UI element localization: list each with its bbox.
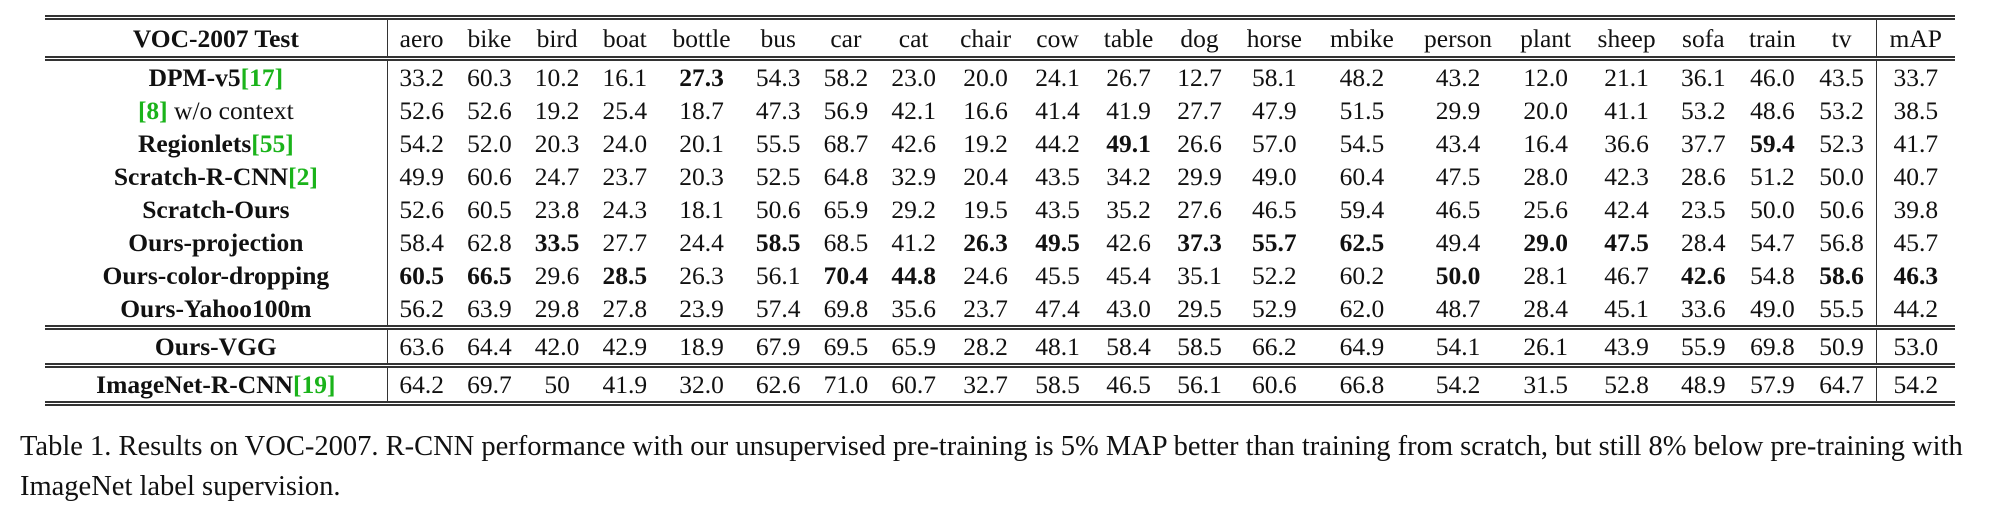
cell-sofa: 37.7: [1680, 129, 1726, 158]
cell-person: 54.1: [1409, 328, 1508, 366]
cell-tv: 64.7: [1808, 366, 1876, 404]
cell-bottle: 32.0: [659, 366, 745, 404]
results-table: [45, 15, 1955, 406]
cell-bus: 47.3: [755, 96, 801, 125]
cell-sheep: 52.8: [1584, 366, 1670, 404]
cell-map: 44.2: [1876, 292, 1955, 328]
cell-car: 69.8: [823, 294, 869, 323]
cell-chair: 24.6: [963, 261, 1008, 290]
cell-boat: 23.7: [602, 162, 648, 191]
cell-horse: 55.7: [1252, 228, 1297, 257]
cell-person: 46.5: [1435, 195, 1481, 224]
table-row: [45, 127, 1955, 160]
table-caption: Table 1. Results on VOC-2007. R-CNN performance with our unsupervised pre-training is 5% MAP better than training from scratch, but still 8% below pre-training with ImageNet label supervision.: [20, 431, 1963, 502]
cell-train: 54.8: [1750, 261, 1795, 290]
cell-boat: 42.9: [591, 328, 659, 366]
cell-bottle: 18.9: [659, 328, 745, 366]
cell-bus: 50.6: [755, 195, 801, 224]
cell-bottle: 18.1: [679, 195, 724, 224]
cell-aero: 60.5: [399, 261, 444, 290]
cell-dog: 35.1: [1177, 261, 1222, 290]
cell-mbike: 66.8: [1315, 366, 1408, 404]
cell-dog: 37.3: [1177, 228, 1222, 257]
cell-sheep: 45.1: [1604, 294, 1649, 323]
method-label: Ours-VGG: [154, 332, 277, 361]
method-name: [45, 59, 387, 95]
cell-dog: 29.5: [1177, 294, 1222, 323]
cell-bus: 55.5: [755, 129, 801, 158]
method-name: [45, 127, 387, 160]
cell-horse: 47.9: [1252, 96, 1297, 125]
cell-cow: 43.5: [1035, 162, 1080, 191]
cell-tv: 58.6: [1819, 261, 1864, 290]
cell-horse: 57.0: [1252, 129, 1297, 158]
header-boat: boat: [591, 18, 659, 59]
cell-table: 49.1: [1106, 129, 1151, 158]
method-name: [45, 160, 387, 193]
cell-chair: 26.3: [963, 228, 1008, 257]
cell-map: 45.7: [1876, 226, 1955, 259]
cell-mbike: 48.2: [1339, 63, 1385, 92]
cell-sofa: 28.4: [1680, 228, 1726, 257]
cell-bike: 60.5: [467, 195, 512, 224]
cell-person: 50.0: [1435, 261, 1481, 290]
cell-table: 26.7: [1106, 63, 1151, 92]
cell-bottle: 18.7: [679, 96, 724, 125]
cell-dog: 27.7: [1177, 96, 1222, 125]
cell-chair: 19.5: [963, 195, 1008, 224]
header-cat: cat: [880, 18, 948, 59]
cell-tv: 50.0: [1819, 162, 1864, 191]
table-header-row: [45, 18, 1955, 59]
header-chair: chair: [947, 18, 1023, 59]
cell-person: 47.5: [1435, 162, 1481, 191]
cell-bottle: 23.9: [679, 294, 724, 323]
table-row: [45, 193, 1955, 226]
cell-sofa: 53.2: [1680, 96, 1726, 125]
cell-cow: 48.1: [1024, 328, 1092, 366]
method-name: [45, 328, 387, 366]
cell-cow: 58.5: [1024, 366, 1092, 404]
cell-aero: 52.6: [399, 96, 444, 125]
cell-cow: 45.5: [1035, 261, 1080, 290]
citation-link[interactable]: [17]: [240, 63, 284, 92]
cell-cow: 47.4: [1035, 294, 1080, 323]
cell-train: 49.0: [1750, 294, 1795, 323]
cell-bike: 60.6: [467, 162, 512, 191]
cell-bird: 33.5: [534, 228, 580, 257]
cell-plant: 26.1: [1508, 328, 1584, 366]
cell-horse: 52.9: [1252, 294, 1297, 323]
cell-table: 34.2: [1106, 162, 1151, 191]
cell-aero: 64.2: [387, 366, 455, 404]
header-aero: aero: [387, 18, 455, 59]
cell-boat: 27.7: [602, 228, 648, 257]
cell-bird: 50: [523, 366, 591, 404]
cell-tv: 50.9: [1808, 328, 1876, 366]
header-map: mAP: [1876, 18, 1955, 59]
header-bus: bus: [744, 18, 812, 59]
cell-person: 54.2: [1409, 366, 1508, 404]
cell-cat: 42.1: [891, 96, 936, 125]
method-name: [45, 193, 387, 226]
header-table: table: [1091, 18, 1165, 59]
cell-train: 50.0: [1750, 195, 1795, 224]
cell-tv: 50.6: [1819, 195, 1864, 224]
cell-train: 46.0: [1750, 63, 1795, 92]
cell-person: 43.2: [1435, 63, 1481, 92]
cell-cat: 23.0: [891, 63, 936, 92]
header-bottle: bottle: [659, 18, 745, 59]
cell-bike: 66.5: [467, 261, 512, 290]
cell-plant: 28.4: [1523, 294, 1568, 323]
cell-car: 65.9: [823, 195, 869, 224]
cell-aero: 56.2: [399, 294, 444, 323]
header-sheep: sheep: [1584, 18, 1670, 59]
cell-tv: 43.5: [1819, 63, 1864, 92]
cell-mbike: 64.9: [1315, 328, 1408, 366]
cell-bike: 52.0: [467, 129, 512, 158]
cell-train: 69.8: [1737, 328, 1808, 366]
cell-train: 51.2: [1750, 162, 1795, 191]
cell-map: 54.2: [1876, 366, 1955, 404]
table-row: [45, 226, 1955, 259]
cell-boat: 24.3: [602, 195, 648, 224]
header-bike: bike: [456, 18, 524, 59]
method-name: [45, 366, 387, 404]
cell-bus: 57.4: [755, 294, 801, 323]
citation-link[interactable]: [19]: [293, 370, 336, 399]
cell-cat: 44.8: [891, 261, 936, 290]
method-name: [45, 226, 387, 259]
table-row: [45, 292, 1955, 328]
cell-person: 48.7: [1435, 294, 1481, 323]
cell-horse: 52.2: [1252, 261, 1297, 290]
cell-sheep: 21.1: [1604, 63, 1649, 92]
cell-bird: 24.7: [534, 162, 580, 191]
cell-plant: 28.1: [1523, 261, 1568, 290]
table-row: [45, 366, 1955, 404]
table-row: [45, 160, 1955, 193]
cell-bike: 64.4: [456, 328, 524, 366]
method-label: Scratch-R-CNN: [113, 162, 289, 191]
cell-train: 59.4: [1750, 129, 1795, 158]
cell-plant: 31.5: [1508, 366, 1584, 404]
cell-cow: 44.2: [1035, 129, 1080, 158]
cell-sheep: 47.5: [1604, 228, 1649, 257]
cell-car: 64.8: [823, 162, 869, 191]
cell-aero: 33.2: [399, 63, 444, 92]
cell-person: 29.9: [1435, 96, 1481, 125]
header-dog: dog: [1166, 18, 1234, 59]
cell-mbike: 62.5: [1339, 228, 1385, 257]
method-suffix: w/o context: [167, 96, 294, 125]
cell-dog: 26.6: [1177, 129, 1222, 158]
cell-dog: 56.1: [1166, 366, 1234, 404]
cell-map: 40.7: [1876, 160, 1955, 193]
cell-map: 33.7: [1876, 59, 1955, 95]
cell-map: 39.8: [1876, 193, 1955, 226]
cell-sofa: 28.6: [1680, 162, 1726, 191]
cell-tv: 55.5: [1819, 294, 1864, 323]
cell-chair: 28.2: [947, 328, 1023, 366]
cell-table: 43.0: [1106, 294, 1151, 323]
cell-car: 68.5: [823, 228, 869, 257]
cell-table: 46.5: [1091, 366, 1165, 404]
method-label: Regionlets: [137, 129, 252, 158]
cell-dog: 27.6: [1177, 195, 1222, 224]
cell-bottle: 24.4: [679, 228, 724, 257]
cell-aero: 49.9: [399, 162, 444, 191]
header-tv: tv: [1808, 18, 1876, 59]
cell-car: 68.7: [823, 129, 869, 158]
cell-chair: 19.2: [963, 129, 1008, 158]
method-label: Ours-projection: [128, 228, 304, 257]
cell-table: 45.4: [1106, 261, 1151, 290]
cell-aero: 63.6: [387, 328, 455, 366]
cell-mbike: 60.4: [1339, 162, 1385, 191]
cell-boat: 41.9: [591, 366, 659, 404]
cell-cat: 60.7: [880, 366, 948, 404]
method-label: ImageNet-R-CNN: [96, 370, 294, 399]
cell-sofa: 33.6: [1680, 294, 1726, 323]
header-sofa: sofa: [1669, 18, 1737, 59]
cell-bike: 62.8: [467, 228, 512, 257]
table-row: [45, 59, 1955, 95]
header-plant: plant: [1508, 18, 1584, 59]
cell-bird: 20.3: [534, 129, 580, 158]
method-name: [45, 292, 387, 328]
header-bird: bird: [523, 18, 591, 59]
cell-bird: 19.2: [534, 96, 580, 125]
cell-sofa: 23.5: [1680, 195, 1726, 224]
cell-dog: 12.7: [1177, 63, 1222, 92]
cell-bus: 56.1: [755, 261, 801, 290]
cell-plant: 20.0: [1523, 96, 1568, 125]
citation-link[interactable]: [55]: [251, 129, 294, 158]
cell-bird: 29.8: [534, 294, 580, 323]
cell-chair: 16.6: [963, 96, 1008, 125]
cell-dog: 58.5: [1166, 328, 1234, 366]
cell-map: 38.5: [1876, 94, 1955, 127]
cell-person: 49.4: [1435, 228, 1481, 257]
cell-cat: 32.9: [891, 162, 936, 191]
cell-car: 58.2: [823, 63, 869, 92]
cell-cat: 41.2: [891, 228, 936, 257]
cell-car: 71.0: [812, 366, 880, 404]
cell-mbike: 59.4: [1339, 195, 1385, 224]
cell-plant: 16.4: [1523, 129, 1568, 158]
cell-plant: 12.0: [1523, 63, 1568, 92]
method-label: Ours-Yahoo100m: [120, 294, 312, 323]
cell-chair: 32.7: [947, 366, 1023, 404]
cell-aero: 52.6: [399, 195, 444, 224]
cell-mbike: 62.0: [1339, 294, 1385, 323]
cell-bottle: 26.3: [679, 261, 724, 290]
header-person: person: [1409, 18, 1508, 59]
cell-boat: 28.5: [602, 261, 648, 290]
cell-boat: 27.8: [602, 294, 648, 323]
table-row: [45, 94, 1955, 127]
cell-bike: 60.3: [467, 63, 512, 92]
cell-plant: 25.6: [1523, 195, 1568, 224]
header-mbike: mbike: [1315, 18, 1408, 59]
cell-car: 70.4: [823, 261, 869, 290]
cell-chair: 23.7: [963, 294, 1008, 323]
cell-aero: 58.4: [399, 228, 444, 257]
cell-sofa: 42.6: [1680, 261, 1726, 290]
cell-sofa: 36.1: [1680, 63, 1726, 92]
cell-tv: 52.3: [1819, 129, 1864, 158]
cell-table: 35.2: [1106, 195, 1151, 224]
cell-boat: 25.4: [602, 96, 648, 125]
cell-sheep: 46.7: [1604, 261, 1649, 290]
cell-mbike: 54.5: [1339, 129, 1385, 158]
cell-sheep: 43.9: [1584, 328, 1670, 366]
header-train: train: [1737, 18, 1808, 59]
cell-tv: 53.2: [1819, 96, 1864, 125]
cell-bus: 52.5: [755, 162, 801, 191]
cell-cat: 65.9: [880, 328, 948, 366]
cell-map: 46.3: [1876, 259, 1955, 292]
cell-bottle: 20.1: [679, 129, 724, 158]
cell-plant: 28.0: [1523, 162, 1568, 191]
cell-cow: 43.5: [1035, 195, 1080, 224]
header-horse: horse: [1233, 18, 1315, 59]
cell-horse: 58.1: [1252, 63, 1297, 92]
cell-boat: 16.1: [602, 63, 648, 92]
cell-chair: 20.0: [963, 63, 1008, 92]
cell-tv: 56.8: [1819, 228, 1864, 257]
cell-train: 54.7: [1750, 228, 1795, 257]
cell-sofa: 48.9: [1669, 366, 1737, 404]
cell-table: 41.9: [1106, 96, 1151, 125]
cell-mbike: 60.2: [1339, 261, 1385, 290]
cell-horse: 66.2: [1233, 328, 1315, 366]
cell-bottle: 20.3: [679, 162, 724, 191]
cell-sheep: 41.1: [1604, 96, 1649, 125]
cell-car: 56.9: [823, 96, 869, 125]
cell-sofa: 55.9: [1669, 328, 1737, 366]
cell-cow: 49.5: [1035, 228, 1080, 257]
table-row: [45, 259, 1955, 292]
cell-bus: 54.3: [755, 63, 801, 92]
cell-map: 53.0: [1876, 328, 1955, 366]
cell-bird: 42.0: [523, 328, 591, 366]
cell-cat: 35.6: [891, 294, 936, 323]
citation-link[interactable]: [2]: [288, 162, 318, 191]
cell-cow: 24.1: [1035, 63, 1080, 92]
cell-table: 42.6: [1106, 228, 1151, 257]
cell-cat: 29.2: [891, 195, 936, 224]
cell-aero: 54.2: [399, 129, 444, 158]
table-row: [45, 328, 1955, 366]
cell-train: 48.6: [1750, 96, 1795, 125]
citation-link[interactable]: [8]: [137, 96, 168, 125]
cell-bike: 52.6: [467, 96, 512, 125]
header-cow: cow: [1024, 18, 1092, 59]
cell-dog: 29.9: [1177, 162, 1222, 191]
results-table-container: [45, 15, 1955, 406]
cell-cow: 41.4: [1035, 96, 1080, 125]
cell-boat: 24.0: [602, 129, 648, 158]
cell-bus: 62.6: [744, 366, 812, 404]
header-method: VOC-2007 Test: [45, 18, 387, 59]
cell-bike: 63.9: [467, 294, 512, 323]
cell-bottle: 27.3: [679, 63, 724, 92]
cell-horse: 49.0: [1252, 162, 1297, 191]
method-label: Ours-color-dropping: [102, 261, 330, 290]
cell-cat: 42.6: [891, 129, 936, 158]
method-name: [45, 259, 387, 292]
cell-horse: 60.6: [1233, 366, 1315, 404]
cell-bus: 58.5: [755, 228, 801, 257]
cell-chair: 20.4: [963, 162, 1008, 191]
header-car: car: [812, 18, 880, 59]
cell-sheep: 42.4: [1604, 195, 1649, 224]
cell-bus: 67.9: [744, 328, 812, 366]
cell-bird: 10.2: [534, 63, 580, 92]
cell-map: 41.7: [1876, 127, 1955, 160]
cell-bike: 69.7: [456, 366, 524, 404]
cell-plant: 29.0: [1523, 228, 1568, 257]
cell-sheep: 36.6: [1604, 129, 1649, 158]
cell-table: 58.4: [1091, 328, 1165, 366]
cell-train: 57.9: [1737, 366, 1808, 404]
cell-bird: 23.8: [534, 195, 580, 224]
cell-bird: 29.6: [534, 261, 580, 290]
cell-person: 43.4: [1435, 129, 1481, 158]
method-name: [45, 94, 387, 127]
cell-horse: 46.5: [1252, 195, 1297, 224]
method-label: DPM-v5: [148, 63, 241, 92]
cell-car: 69.5: [812, 328, 880, 366]
cell-sheep: 42.3: [1604, 162, 1649, 191]
method-label: Scratch-Ours: [142, 195, 290, 224]
cell-mbike: 51.5: [1339, 96, 1385, 125]
